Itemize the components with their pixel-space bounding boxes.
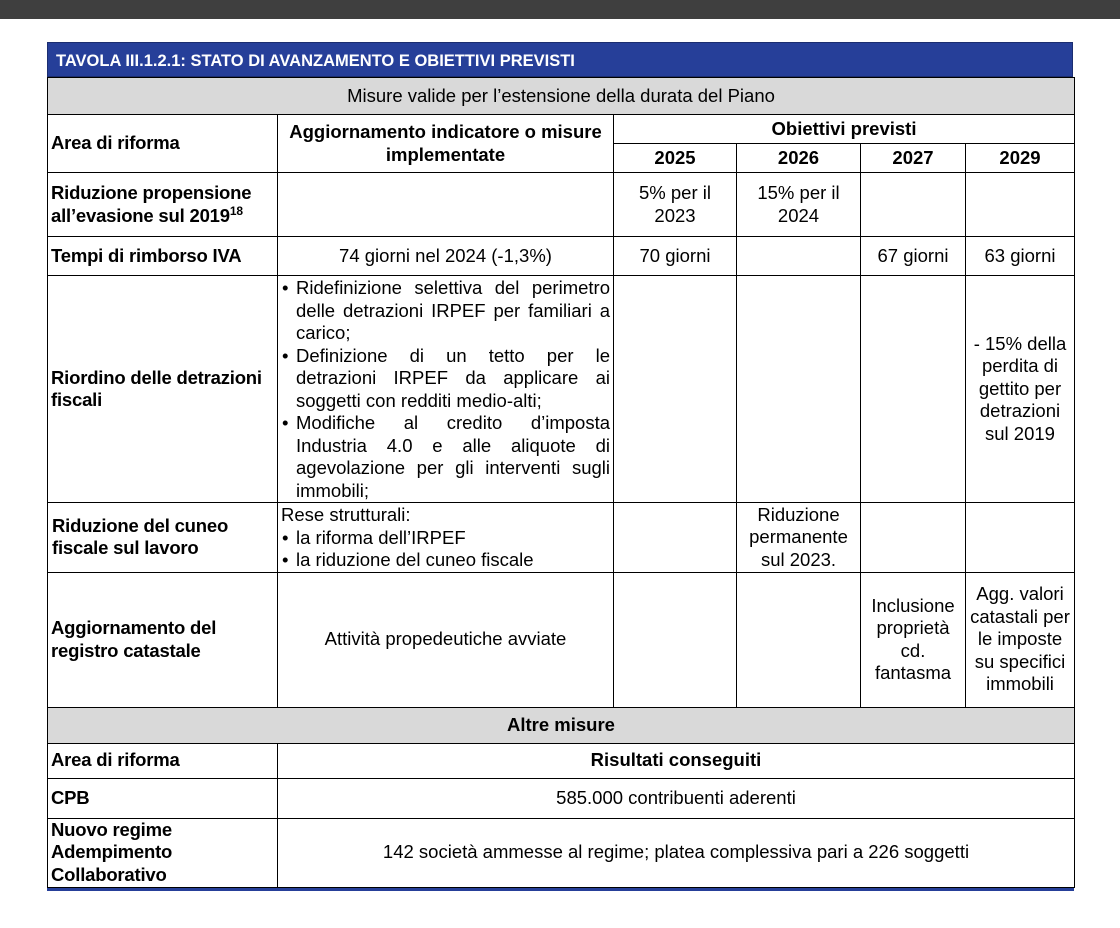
list-item: • la riduzione del cuneo fiscale: [281, 549, 610, 572]
section-header-other: [48, 707, 1075, 743]
table-row: [48, 503, 1075, 573]
row-2026-cuneo: Riduzione permanente sul 2023.: [737, 503, 861, 573]
row-2029-empty: [966, 173, 1075, 237]
header-objectives: Obiettivi previsti: [614, 115, 1075, 144]
table-row: [48, 818, 1075, 887]
other-area-cpb: CPB: [48, 778, 278, 818]
list-item: • Modifiche al credito d’imposta Industria 4.0 e alle aliquote di agevolazione per gli interventi sugli immobili;: [281, 412, 610, 502]
progress-table: [47, 77, 1075, 888]
other-area-adempimento: Nuovo regime Adempimento Collaborativo: [48, 818, 278, 887]
list-item: • Definizione di un tetto per le detrazioni IRPEF da applicare ai soggetti con redditi medio-alti;: [281, 345, 610, 413]
row-2027-empty: [861, 173, 966, 237]
row-2029-iva: 63 giorni: [966, 237, 1075, 276]
row-area-iva: Tempi di rimborso IVA: [48, 237, 278, 276]
update-intro: Rese strutturali:: [281, 504, 411, 525]
top-dark-bar: [0, 0, 1120, 19]
header-year-2027: 2027: [861, 144, 966, 173]
header-update: Aggiornamento indicatore o misure implementate: [278, 115, 614, 173]
row-2026-empty: [737, 276, 861, 503]
table-row: [48, 778, 1075, 818]
other-header-area: Area di riforma: [48, 743, 278, 778]
row-2025-evasione: 5% per il 2023: [614, 173, 737, 237]
header-area: Area di riforma: [48, 115, 278, 173]
row-update-empty: [278, 173, 614, 237]
row-update-cuneo: [278, 503, 614, 573]
row-area-cuneo: Riduzione del cuneo fiscale sul lavoro: [48, 503, 278, 573]
other-result-adempimento: 142 società ammesse al regime; platea complessiva pari a 226 soggetti: [278, 818, 1075, 887]
row-2026-empty: [737, 572, 861, 707]
row-2025-empty: [614, 572, 737, 707]
row-area-evasione: Riduzione propensione all’evasione sul 2019$^{18}$: [48, 173, 278, 237]
table-row: [48, 276, 1075, 503]
row-2025-empty: [614, 276, 737, 503]
row-area-catasto: Aggiornamento del registro catastale: [48, 572, 278, 707]
table-row: [48, 572, 1075, 707]
row-2027-iva: 67 giorni: [861, 237, 966, 276]
bullet-list: [281, 277, 610, 502]
row-2029-catasto: Agg. valori catastali per le imposte su specifici immobili: [966, 572, 1075, 707]
row-update-catasto: Attività propedeutiche avviate: [278, 572, 614, 707]
row-2026-evasione: 15% per il 2024: [737, 173, 861, 237]
row-2027-empty: [861, 503, 966, 573]
row-2027-catasto: Inclusione proprietà cd. fantasma: [861, 572, 966, 707]
row-area-detrazioni: Riordino delle detrazioni fiscali: [48, 276, 278, 503]
other-header-results: Risultati conseguiti: [278, 743, 1075, 778]
row-update-detrazioni: [278, 276, 614, 503]
header-row-1: [48, 115, 1075, 144]
section-title-other: Altre misure: [48, 707, 1075, 743]
table-row: [48, 237, 1075, 276]
header-year-2026: 2026: [737, 144, 861, 173]
header-year-2025: 2025: [614, 144, 737, 173]
section-header-plan: [48, 78, 1075, 115]
row-2025-iva: 70 giorni: [614, 237, 737, 276]
table-title: TAVOLA III.1.2.1: STATO DI AVANZAMENTO E OBIETTIVI PREVISTI: [47, 42, 1073, 77]
row-2029-empty: [966, 503, 1075, 573]
section-title-plan: Misure valide per l’estensione della durata del Piano: [48, 78, 1075, 115]
row-2026-empty: [737, 237, 861, 276]
table-row: [48, 173, 1075, 237]
row-2029-detrazioni: - 15% della perdita di gettito per detrazioni sul 2019: [966, 276, 1075, 503]
other-result-cpb: 585.000 contribuenti aderenti: [278, 778, 1075, 818]
row-2025-empty: [614, 503, 737, 573]
list-item: • Ridefinizione selettiva del perimetro delle detrazioni IRPEF per familiari a carico;: [281, 277, 610, 345]
row-update-iva: 74 giorni nel 2024 (-1,3%): [278, 237, 614, 276]
list-item: • la riforma dell’IRPEF: [281, 527, 610, 550]
bullet-list: [281, 527, 610, 572]
header-year-2029: 2029: [966, 144, 1075, 173]
other-header-row: [48, 743, 1075, 778]
row-2027-empty: [861, 276, 966, 503]
footnote-ref: 18: [229, 203, 243, 218]
bottom-rule: [47, 888, 1074, 891]
